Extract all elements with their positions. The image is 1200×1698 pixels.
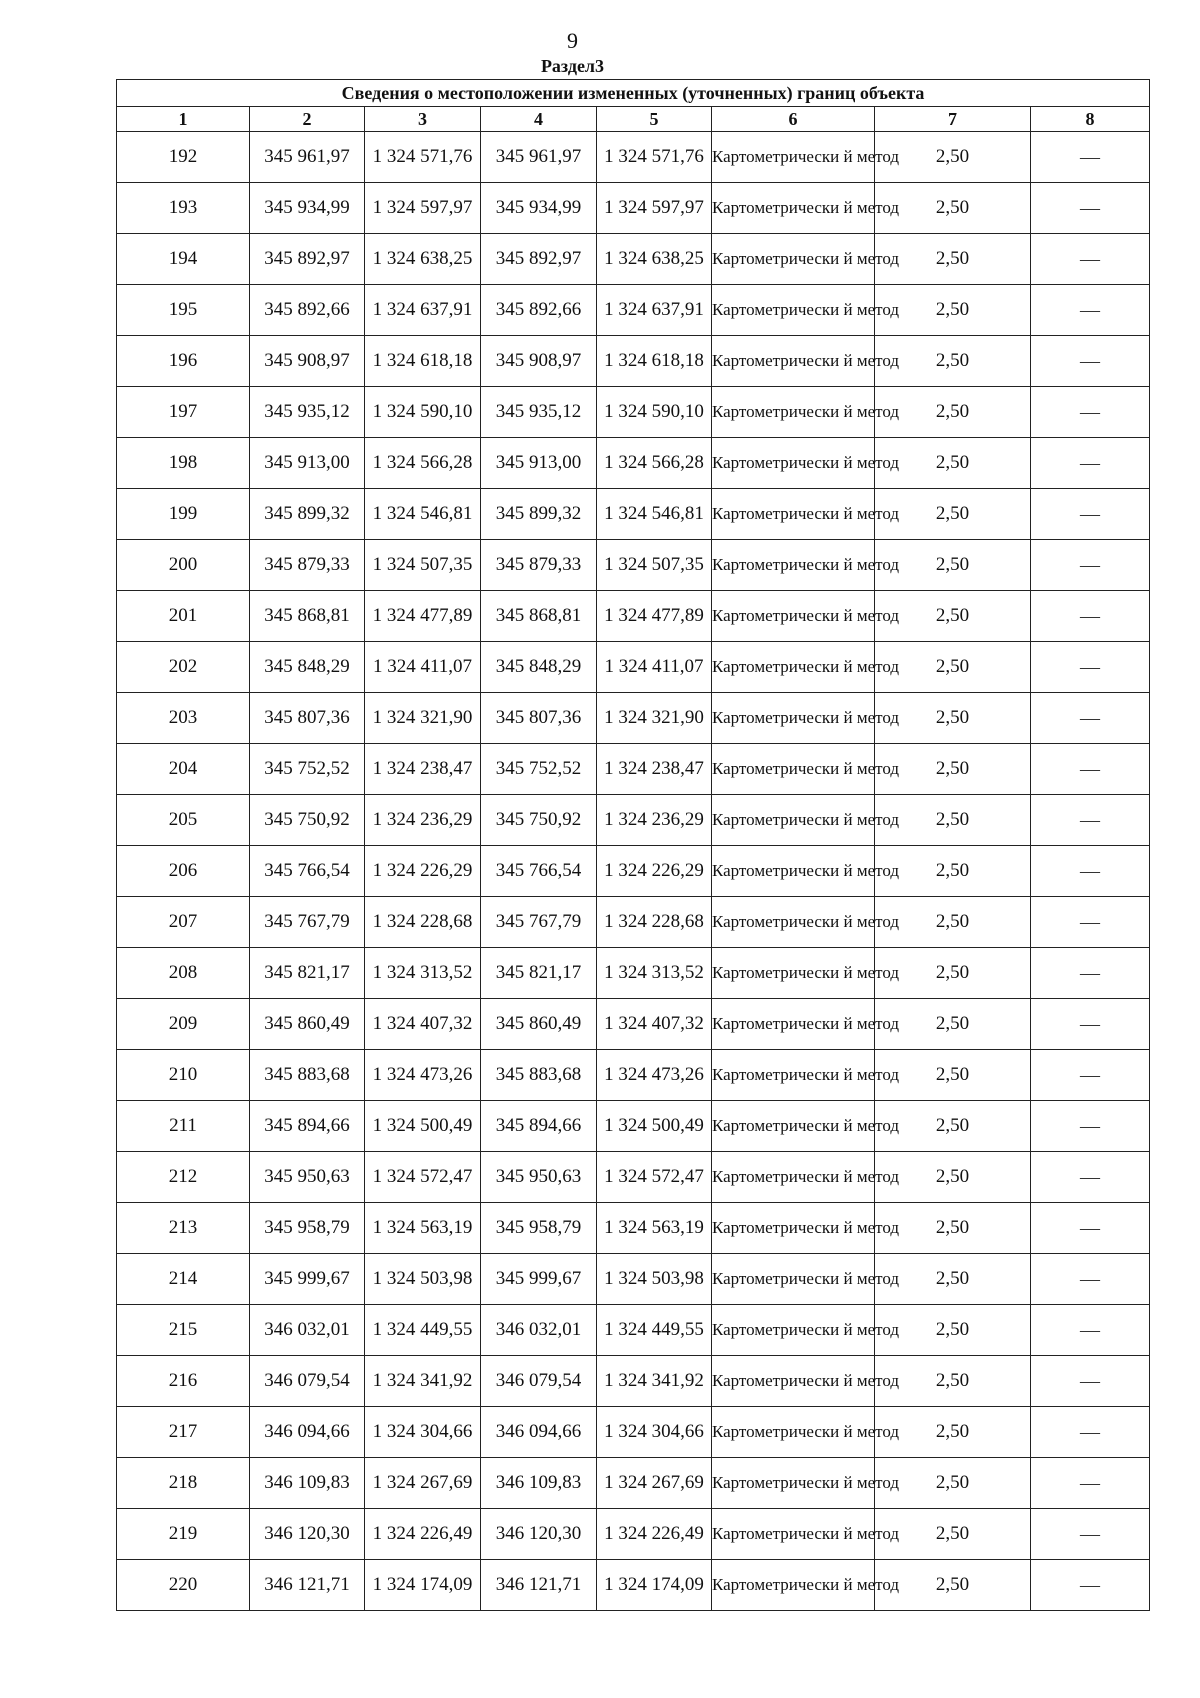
cell-method: Картометрически й метод [712,1509,875,1560]
cell-method: Картометрически й метод [712,132,875,183]
table-row [117,387,1150,438]
cell-x-new: 345 894,66 [481,1101,597,1152]
table-row [117,1203,1150,1254]
cell-point-number: 210 [117,1050,250,1101]
cell-y-new: 1 324 500,49 [597,1101,712,1152]
section-title: Раздел3 [540,56,605,76]
cell-accuracy: 2,50 [875,285,1031,336]
column-number-7: 7 [875,107,1031,132]
cell-y-old: 1 324 563,19 [365,1203,481,1254]
cell-y-new: 1 324 597,97 [597,183,712,234]
cell-method: Картометрически й метод [712,1458,875,1509]
table-row [117,540,1150,591]
cell-description: — [1031,744,1150,795]
cell-x-old: 345 848,29 [250,642,365,693]
cell-point-number: 194 [117,234,250,285]
table-row [117,234,1150,285]
cell-method: Картометрически й метод [712,1356,875,1407]
column-number-3: 3 [365,107,481,132]
cell-y-old: 1 324 341,92 [365,1356,481,1407]
cell-accuracy: 2,50 [875,897,1031,948]
cell-x-old: 345 913,00 [250,438,365,489]
cell-y-new: 1 324 477,89 [597,591,712,642]
cell-y-old: 1 324 407,32 [365,999,481,1050]
cell-method: Картометрически й метод [712,1152,875,1203]
cell-x-old: 345 883,68 [250,1050,365,1101]
cell-accuracy: 2,50 [875,336,1031,387]
cell-method: Картометрически й метод [712,591,875,642]
cell-point-number: 218 [117,1458,250,1509]
column-number-1: 1 [117,107,250,132]
table-row [117,846,1150,897]
cell-x-new: 345 860,49 [481,999,597,1050]
cell-x-new: 345 899,32 [481,489,597,540]
table-row [117,693,1150,744]
cell-x-new: 345 807,36 [481,693,597,744]
cell-y-new: 1 324 321,90 [597,693,712,744]
cell-description: — [1031,1305,1150,1356]
table-row [117,795,1150,846]
cell-method: Картометрически й метод [712,438,875,489]
cell-point-number: 203 [117,693,250,744]
cell-x-old: 345 899,32 [250,489,365,540]
table-body [117,132,1150,1611]
cell-point-number: 213 [117,1203,250,1254]
cell-point-number: 220 [117,1560,250,1611]
cell-point-number: 201 [117,591,250,642]
cell-accuracy: 2,50 [875,489,1031,540]
table-row [117,285,1150,336]
cell-description: — [1031,1458,1150,1509]
cell-method: Картометрически й метод [712,336,875,387]
cell-accuracy: 2,50 [875,540,1031,591]
cell-y-old: 1 324 321,90 [365,693,481,744]
cell-x-new: 345 913,00 [481,438,597,489]
cell-y-old: 1 324 572,47 [365,1152,481,1203]
cell-x-old: 345 821,17 [250,948,365,999]
cell-y-new: 1 324 238,47 [597,744,712,795]
cell-description: — [1031,540,1150,591]
cell-x-new: 345 752,52 [481,744,597,795]
cell-description: — [1031,132,1150,183]
cell-method: Картометрически й метод [712,1050,875,1101]
cell-point-number: 217 [117,1407,250,1458]
cell-y-new: 1 324 572,47 [597,1152,712,1203]
table-row [117,336,1150,387]
cell-method: Картометрически й метод [712,183,875,234]
cell-accuracy: 2,50 [875,591,1031,642]
cell-y-old: 1 324 546,81 [365,489,481,540]
cell-description: — [1031,1509,1150,1560]
cell-x-new: 345 958,79 [481,1203,597,1254]
cell-y-old: 1 324 313,52 [365,948,481,999]
cell-description: — [1031,642,1150,693]
cell-method: Картометрически й метод [712,234,875,285]
cell-description: — [1031,1203,1150,1254]
cell-x-new: 345 892,97 [481,234,597,285]
cell-y-old: 1 324 473,26 [365,1050,481,1101]
cell-method: Картометрически й метод [712,489,875,540]
cell-description: — [1031,336,1150,387]
cell-method: Картометрически й метод [712,387,875,438]
cell-point-number: 211 [117,1101,250,1152]
cell-accuracy: 2,50 [875,642,1031,693]
cell-description: — [1031,591,1150,642]
cell-point-number: 206 [117,846,250,897]
table-row [117,1101,1150,1152]
cell-method: Картометрически й метод [712,642,875,693]
cell-y-new: 1 324 226,29 [597,846,712,897]
cell-method: Картометрически й метод [712,744,875,795]
cell-accuracy: 2,50 [875,999,1031,1050]
cell-y-new: 1 324 571,76 [597,132,712,183]
cell-method: Картометрически й метод [712,693,875,744]
cell-y-old: 1 324 503,98 [365,1254,481,1305]
cell-y-new: 1 324 341,92 [597,1356,712,1407]
cell-x-new: 345 750,92 [481,795,597,846]
cell-x-new: 345 766,54 [481,846,597,897]
cell-accuracy: 2,50 [875,1152,1031,1203]
cell-accuracy: 2,50 [875,438,1031,489]
cell-y-new: 1 324 407,32 [597,999,712,1050]
cell-y-new: 1 324 449,55 [597,1305,712,1356]
column-number-row [117,107,1150,132]
cell-y-new: 1 324 313,52 [597,948,712,999]
cell-y-old: 1 324 226,49 [365,1509,481,1560]
cell-y-new: 1 324 546,81 [597,489,712,540]
table-row [117,1458,1150,1509]
cell-x-old: 345 892,97 [250,234,365,285]
cell-y-new: 1 324 566,28 [597,438,712,489]
cell-point-number: 208 [117,948,250,999]
cell-y-old: 1 324 566,28 [365,438,481,489]
cell-description: — [1031,1254,1150,1305]
cell-point-number: 212 [117,1152,250,1203]
cell-accuracy: 2,50 [875,846,1031,897]
cell-x-new: 346 121,71 [481,1560,597,1611]
table-row [117,999,1150,1050]
cell-method: Картометрически й метод [712,1203,875,1254]
cell-accuracy: 2,50 [875,1407,1031,1458]
cell-x-old: 345 860,49 [250,999,365,1050]
cell-point-number: 207 [117,897,250,948]
cell-accuracy: 2,50 [875,1560,1031,1611]
cell-description: — [1031,948,1150,999]
cell-description: — [1031,846,1150,897]
cell-accuracy: 2,50 [875,795,1031,846]
cell-accuracy: 2,50 [875,1305,1031,1356]
cell-y-new: 1 324 637,91 [597,285,712,336]
cell-x-old: 345 961,97 [250,132,365,183]
cell-x-new: 345 935,12 [481,387,597,438]
cell-y-new: 1 324 411,07 [597,642,712,693]
cell-x-new: 345 908,97 [481,336,597,387]
cell-description: — [1031,1050,1150,1101]
cell-y-old: 1 324 507,35 [365,540,481,591]
cell-x-old: 346 121,71 [250,1560,365,1611]
cell-x-new: 346 079,54 [481,1356,597,1407]
cell-y-old: 1 324 590,10 [365,387,481,438]
table-row [117,1050,1150,1101]
boundary-coordinates-table [116,79,1150,1611]
cell-x-old: 345 999,67 [250,1254,365,1305]
cell-y-old: 1 324 500,49 [365,1101,481,1152]
cell-point-number: 198 [117,438,250,489]
cell-x-old: 345 894,66 [250,1101,365,1152]
cell-x-old: 345 879,33 [250,540,365,591]
cell-x-old: 345 750,92 [250,795,365,846]
cell-accuracy: 2,50 [875,1254,1031,1305]
cell-description: — [1031,1101,1150,1152]
cell-x-old: 345 868,81 [250,591,365,642]
cell-y-old: 1 324 411,07 [365,642,481,693]
cell-y-new: 1 324 226,49 [597,1509,712,1560]
cell-y-old: 1 324 637,91 [365,285,481,336]
cell-x-old: 346 079,54 [250,1356,365,1407]
cell-method: Картометрически й метод [712,1560,875,1611]
cell-x-old: 345 935,12 [250,387,365,438]
cell-description: — [1031,999,1150,1050]
cell-x-new: 345 961,97 [481,132,597,183]
cell-x-new: 345 868,81 [481,591,597,642]
table-row [117,948,1150,999]
cell-x-new: 346 094,66 [481,1407,597,1458]
cell-y-new: 1 324 563,19 [597,1203,712,1254]
cell-y-old: 1 324 304,66 [365,1407,481,1458]
cell-y-new: 1 324 638,25 [597,234,712,285]
cell-method: Картометрически й метод [712,1305,875,1356]
cell-y-old: 1 324 174,09 [365,1560,481,1611]
table-row [117,1356,1150,1407]
cell-point-number: 195 [117,285,250,336]
cell-x-old: 345 908,97 [250,336,365,387]
table-row [117,1509,1150,1560]
cell-description: — [1031,1152,1150,1203]
table-row [117,1254,1150,1305]
column-number-5: 5 [597,107,712,132]
cell-y-new: 1 324 304,66 [597,1407,712,1458]
cell-method: Картометрически й метод [712,948,875,999]
cell-y-new: 1 324 618,18 [597,336,712,387]
cell-description: — [1031,693,1150,744]
cell-x-old: 345 950,63 [250,1152,365,1203]
cell-point-number: 192 [117,132,250,183]
table-row [117,1407,1150,1458]
cell-y-new: 1 324 503,98 [597,1254,712,1305]
cell-x-new: 345 999,67 [481,1254,597,1305]
cell-x-new: 345 934,99 [481,183,597,234]
cell-y-old: 1 324 238,47 [365,744,481,795]
cell-x-new: 346 109,83 [481,1458,597,1509]
cell-accuracy: 2,50 [875,1050,1031,1101]
cell-y-old: 1 324 597,97 [365,183,481,234]
cell-point-number: 193 [117,183,250,234]
cell-y-old: 1 324 638,25 [365,234,481,285]
cell-description: — [1031,387,1150,438]
cell-x-new: 345 879,33 [481,540,597,591]
cell-x-old: 346 032,01 [250,1305,365,1356]
cell-x-old: 345 767,79 [250,897,365,948]
cell-x-old: 345 958,79 [250,1203,365,1254]
cell-y-old: 1 324 228,68 [365,897,481,948]
cell-accuracy: 2,50 [875,234,1031,285]
cell-y-old: 1 324 618,18 [365,336,481,387]
cell-y-old: 1 324 477,89 [365,591,481,642]
cell-accuracy: 2,50 [875,744,1031,795]
cell-method: Картометрически й метод [712,795,875,846]
cell-method: Картометрически й метод [712,285,875,336]
cell-point-number: 197 [117,387,250,438]
table-row [117,1152,1150,1203]
cell-x-new: 345 950,63 [481,1152,597,1203]
cell-method: Картометрически й метод [712,1254,875,1305]
cell-method: Картометрически й метод [712,846,875,897]
cell-x-new: 345 883,68 [481,1050,597,1101]
cell-point-number: 209 [117,999,250,1050]
cell-x-new: 346 032,01 [481,1305,597,1356]
cell-x-new: 345 767,79 [481,897,597,948]
cell-accuracy: 2,50 [875,1356,1031,1407]
table-row [117,642,1150,693]
cell-y-new: 1 324 507,35 [597,540,712,591]
column-number-8: 8 [1031,107,1150,132]
table-row [117,1305,1150,1356]
cell-point-number: 219 [117,1509,250,1560]
cell-y-old: 1 324 236,29 [365,795,481,846]
table-row [117,489,1150,540]
cell-y-new: 1 324 473,26 [597,1050,712,1101]
table-row [117,744,1150,795]
cell-y-new: 1 324 174,09 [597,1560,712,1611]
cell-description: — [1031,1356,1150,1407]
cell-x-old: 346 109,83 [250,1458,365,1509]
cell-y-new: 1 324 236,29 [597,795,712,846]
cell-method: Картометрически й метод [712,1101,875,1152]
table-row [117,183,1150,234]
table-row [117,438,1150,489]
column-number-6: 6 [712,107,875,132]
cell-x-old: 345 934,99 [250,183,365,234]
cell-y-new: 1 324 590,10 [597,387,712,438]
cell-point-number: 196 [117,336,250,387]
cell-x-old: 345 752,52 [250,744,365,795]
cell-method: Картометрически й метод [712,1407,875,1458]
cell-accuracy: 2,50 [875,1203,1031,1254]
cell-y-old: 1 324 449,55 [365,1305,481,1356]
cell-accuracy: 2,50 [875,183,1031,234]
cell-description: — [1031,183,1150,234]
cell-x-old: 345 892,66 [250,285,365,336]
cell-description: — [1031,897,1150,948]
cell-point-number: 199 [117,489,250,540]
cell-accuracy: 2,50 [875,948,1031,999]
page-number: 9 [567,28,578,53]
cell-y-old: 1 324 267,69 [365,1458,481,1509]
cell-accuracy: 2,50 [875,1509,1031,1560]
cell-description: — [1031,1407,1150,1458]
cell-x-old: 345 766,54 [250,846,365,897]
cell-accuracy: 2,50 [875,132,1031,183]
cell-description: — [1031,285,1150,336]
cell-description: — [1031,234,1150,285]
cell-point-number: 215 [117,1305,250,1356]
cell-y-new: 1 324 228,68 [597,897,712,948]
cell-y-old: 1 324 571,76 [365,132,481,183]
cell-description: — [1031,489,1150,540]
cell-x-new: 345 892,66 [481,285,597,336]
cell-y-old: 1 324 226,29 [365,846,481,897]
cell-point-number: 216 [117,1356,250,1407]
cell-point-number: 200 [117,540,250,591]
cell-accuracy: 2,50 [875,387,1031,438]
cell-description: — [1031,795,1150,846]
column-number-2: 2 [250,107,365,132]
table-caption-row [117,80,1150,107]
cell-point-number: 214 [117,1254,250,1305]
cell-x-old: 345 807,36 [250,693,365,744]
table-row [117,132,1150,183]
cell-method: Картометрически й метод [712,897,875,948]
cell-y-new: 1 324 267,69 [597,1458,712,1509]
table-row [117,1560,1150,1611]
cell-method: Картометрически й метод [712,999,875,1050]
table-caption: Сведения о местоположении измененных (уточненных) границ объекта [117,80,1150,107]
cell-point-number: 205 [117,795,250,846]
table-row [117,897,1150,948]
cell-x-new: 346 120,30 [481,1509,597,1560]
table-row [117,591,1150,642]
cell-method: Картометрически й метод [712,540,875,591]
cell-x-old: 346 094,66 [250,1407,365,1458]
cell-x-old: 346 120,30 [250,1509,365,1560]
column-number-4: 4 [481,107,597,132]
cell-description: — [1031,438,1150,489]
cell-accuracy: 2,50 [875,693,1031,744]
cell-accuracy: 2,50 [875,1458,1031,1509]
cell-accuracy: 2,50 [875,1101,1031,1152]
cell-x-new: 345 848,29 [481,642,597,693]
cell-point-number: 202 [117,642,250,693]
cell-description: — [1031,1560,1150,1611]
cell-point-number: 204 [117,744,250,795]
cell-x-new: 345 821,17 [481,948,597,999]
